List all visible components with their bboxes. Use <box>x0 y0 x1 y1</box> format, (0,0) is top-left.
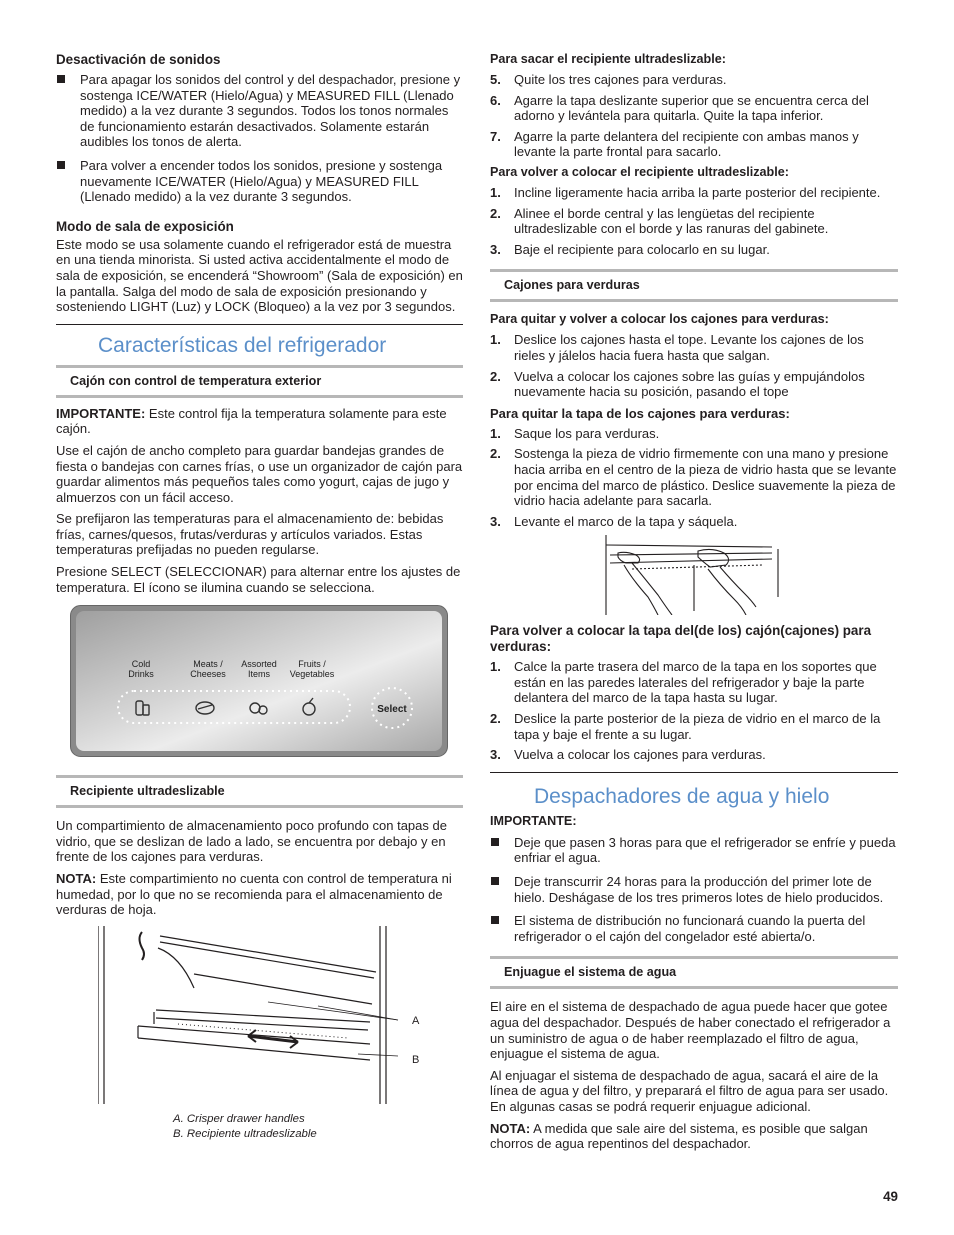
important-label: IMPORTANTE: <box>490 813 577 828</box>
replace-bin-heading: Para volver a colocar el recipiente ultradeslizable: <box>490 164 789 179</box>
step-item: 7. Agarre la parte delantera del recipiente con ambas manos y levante la parte frontal para sacarlo. <box>490 128 859 160</box>
caption-b: B. Recipiente ultradeslizable <box>173 1127 317 1140</box>
figure-caption <box>56 1112 463 1142</box>
divider <box>56 324 463 325</box>
crisper-drawers-heading: Cajones para verduras <box>504 278 640 293</box>
step-item: 2. Alinee el borde central y las lengüetas del recipiente ultradeslizable con el borde y las ranuras del gabinete. <box>490 205 829 237</box>
flush-system-heading: Enjuague el sistema de agua <box>504 965 677 980</box>
bullet-square-icon <box>491 916 499 924</box>
bullet-item: Para apagar los sonidos del control y del despachador, presione y sostenga ICE/WATER (Hielo/Agua) y MEASURED FILL (Llenado medido) a la vez durante 3 segundos. Todos los tonos normales de funcionamiento estarán desactivados. Solamente estarán audibles los tonos de alerta. <box>56 72 463 150</box>
divider <box>490 772 898 773</box>
slide-bin-heading: Recipiente ultradeslizable <box>70 784 225 799</box>
step-item: 5. Quite los tres cajones para verduras. <box>490 72 727 87</box>
fruits-vegetables-label: Fruits / <box>298 659 326 670</box>
step-item: 2. Vuelva a colocar los cajones sobre las guías y empujándolos nuevamente hacia su posición, pasando el tope <box>490 368 865 400</box>
section-title-dispensers: Despachadores de agua y hielo <box>534 784 830 808</box>
cold-drinks-label: Cold <box>131 659 151 670</box>
select-button-label: Select <box>377 704 407 716</box>
assorted-items-label: Items <box>247 669 271 680</box>
paragraph: Al enjuagar el sistema de despachado de agua, sacará el aire de la línea de agua y del filtro, y preparará el filtro de agua para ser usado. En algunas casas se podrá requerir enjuague adicional. <box>490 1067 889 1114</box>
control-panel-illustration <box>70 605 448 757</box>
paragraph: Presione SELECT (SELECCIONAR) para alternar entre los ajustes de temperatura. El ícono se ilumina cuando se selecciona. <box>56 564 461 595</box>
step-item: 1. Saque los para verduras. <box>490 425 660 441</box>
subsection-bar <box>490 956 898 989</box>
note: NOTA: A medida que sale aire del sistema, es posible que salgan chorros de agua repentinos del despachador. <box>490 1120 868 1152</box>
step-item: 6. Agarre la tapa deslizante superior que se encuentra cerca del adorno y levántela para quitarla. Quite la tapa inferior. <box>490 92 869 124</box>
step-item: 3. Baje el recipiente para colocarlo en su lugar. <box>490 241 770 257</box>
page-number: 49 <box>883 1189 898 1204</box>
bullet-square-icon <box>57 161 65 169</box>
fruits-vegetables-label: Vegetables <box>289 669 335 680</box>
crisper-sub-heading: Para quitar y volver a colocar los cajones para verduras: <box>490 312 829 327</box>
remove-bin-heading: Para sacar el recipiente ultradeslizable: <box>490 52 726 66</box>
cover-removal-illustration <box>602 535 782 615</box>
sound-deactivation-section <box>56 52 463 205</box>
paragraph: Un compartimiento de almacenamiento poco profundo con tapas de vidrio, que se deslizan de lado a lado, se encuentra por debajo y en frente de los cajones para verduras. <box>56 818 447 865</box>
paragraph: El aire en el sistema de despachado de agua puede hacer que gotee agua del despachador. Después de haber conectado el refrigerador a un suministro de agua o de haber reemplazado el filtro de agua, enjuague el sistema de agua. <box>490 999 891 1062</box>
bullet-square-icon <box>57 75 65 83</box>
showroom-section <box>56 219 463 315</box>
showroom-heading: Modo de sala de exposición <box>56 218 234 234</box>
bullet-item: El sistema de distribución no funcionará cuando la puerta del refrigerador o el cajón del congelador esté abierta/o. <box>490 913 898 944</box>
caption-a: A. Crisper drawer handles <box>173 1112 305 1125</box>
step-item: 1. Deslice los cajones hasta el tope. Levante los cajones de los rieles y jálelos hacia fuera hasta que salgan. <box>490 332 864 363</box>
showroom-text: Este modo se usa solamente cuando el refrigerador está de muestra en una tienda minorista. Si usted activa accidentalmente el modo de sala de exposición, se encenderá “Showroom” (Sala de exposición) en la pantalla. Salga del modo de sala de exposición presionando y sosteniendo LIGHT (Luz) y LOCK (Bloqueo) a la vez por 3 segundos. <box>56 236 463 315</box>
subsection-bar <box>490 269 898 302</box>
sound-deactivation-heading: Desactivación de sonidos <box>56 52 221 67</box>
subsection-bar <box>56 365 463 398</box>
bullet-square-icon <box>491 877 499 885</box>
step-item: 2. Deslice la parte posterior de la pieza de vidrio en el marco de la tapa y baje el frente a su lugar. <box>490 711 881 742</box>
important-note: IMPORTANTE: Este control fija la temperatura solamente para este cajón. <box>56 405 447 437</box>
meats-cheeses-label: Meats / <box>193 659 223 670</box>
subsection-bar <box>56 775 463 808</box>
step-item: 1. Incline ligeramente hacia arriba la parte posterior del recipiente. <box>490 184 881 200</box>
bullet-item: Deje que pasen 3 horas para que el refrigerador se enfríe y pueda enfriar el agua. <box>490 835 898 866</box>
section-title-features: Características del refrigerador <box>98 333 387 357</box>
remove-cover-heading: Para quitar la tapa de los cajones para verduras: <box>490 405 790 421</box>
right-column <box>490 52 898 1152</box>
bullet-item: Para volver a encender todos los sonidos, presione y sostenga nuevamente ICE/WATER (Hielo/Agua) y MEASURED FILL (Llenado medido) a la vez durante 3 segundos. <box>56 158 463 205</box>
paragraph: Se prefijaron las temperaturas para el almacenamiento de: bebidas frías, carnes/quesos, frutas/verduras y artículos variados. Estas temperaturas prefijadas no pueden regularse. <box>56 511 444 558</box>
replace-cover-heading: Para volver a colocar la tapa del(de los) cajón(cajones) para verduras: <box>490 623 872 655</box>
left-column <box>56 52 463 1142</box>
drawer-control-heading: Cajón con control de temperatura exterior <box>70 373 322 388</box>
paragraph: Use el cajón de ancho completo para guardar bandejas grandes de fiesta o bandejas con carnes frías, o use un organizador de cajón para guardar alimentos más pequeños tales como yogurt, cajas de jugo y almuerzos con un fácil acceso. <box>56 442 463 505</box>
note: NOTA: Este compartimiento no cuenta con control de temperatura ni humedad, por lo que no se recomienda para el almacenamiento de verduras de hoja. <box>56 871 452 918</box>
slide-bin-illustration <box>98 926 428 1106</box>
label-b: B <box>412 1053 420 1066</box>
assorted-items-label: Assorted <box>241 659 277 670</box>
step-item: 1. Calce la parte trasera del marco de la tapa en los soportes que están en las paredes laterales del refrigerador y baje la parte delantera del marco de la tapa hasta su lugar. <box>490 659 877 706</box>
bullet-item: Deje transcurrir 24 horas para la producción del primer lote de hielo. Deshágase de los tres primeros lotes de hielo producidos. <box>490 874 898 905</box>
bullet-square-icon <box>491 838 499 846</box>
step-item: 2. Sostenga la pieza de vidrio firmemente con una mano y presione hacia arriba en el centro de la pieza de vidrio hasta que se levante por encima del marco de plástico. Deslice suavemente la pieza de vidrio hacia adelante para sacarla. <box>490 446 897 509</box>
meats-cheeses-label: Cheeses <box>190 669 226 680</box>
cold-drinks-label: Drinks <box>128 669 154 680</box>
label-a: A <box>412 1014 420 1027</box>
step-item: 3. Vuelva a colocar los cajones para verduras. <box>490 747 766 763</box>
step-item: 3. Levante el marco de la tapa y sáquela. <box>490 513 738 529</box>
